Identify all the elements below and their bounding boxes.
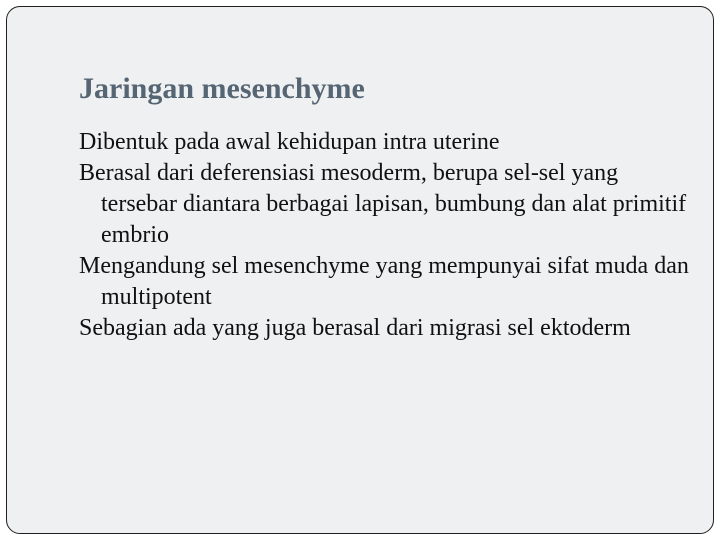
- bullet-item: Mengandung sel mesenchyme yang mempunyai sifat muda dan multipotent: [79, 253, 689, 310]
- bullet-list: [79, 127, 699, 344]
- slide-title: Jaringan mesenchyme: [79, 72, 365, 105]
- slide: [6, 6, 714, 534]
- bullet-item: Dibentuk pada awal kehidupan intra uterine: [79, 129, 500, 155]
- bullet-item: Sebagian ada yang juga berasal dari migrasi sel ektoderm: [79, 315, 631, 341]
- bullet-item: Berasal dari deferensiasi mesoderm, berupa sel-sel yang tersebar diantara berbagai lapisan, bumbung dan alat primitif embrio: [79, 160, 687, 248]
